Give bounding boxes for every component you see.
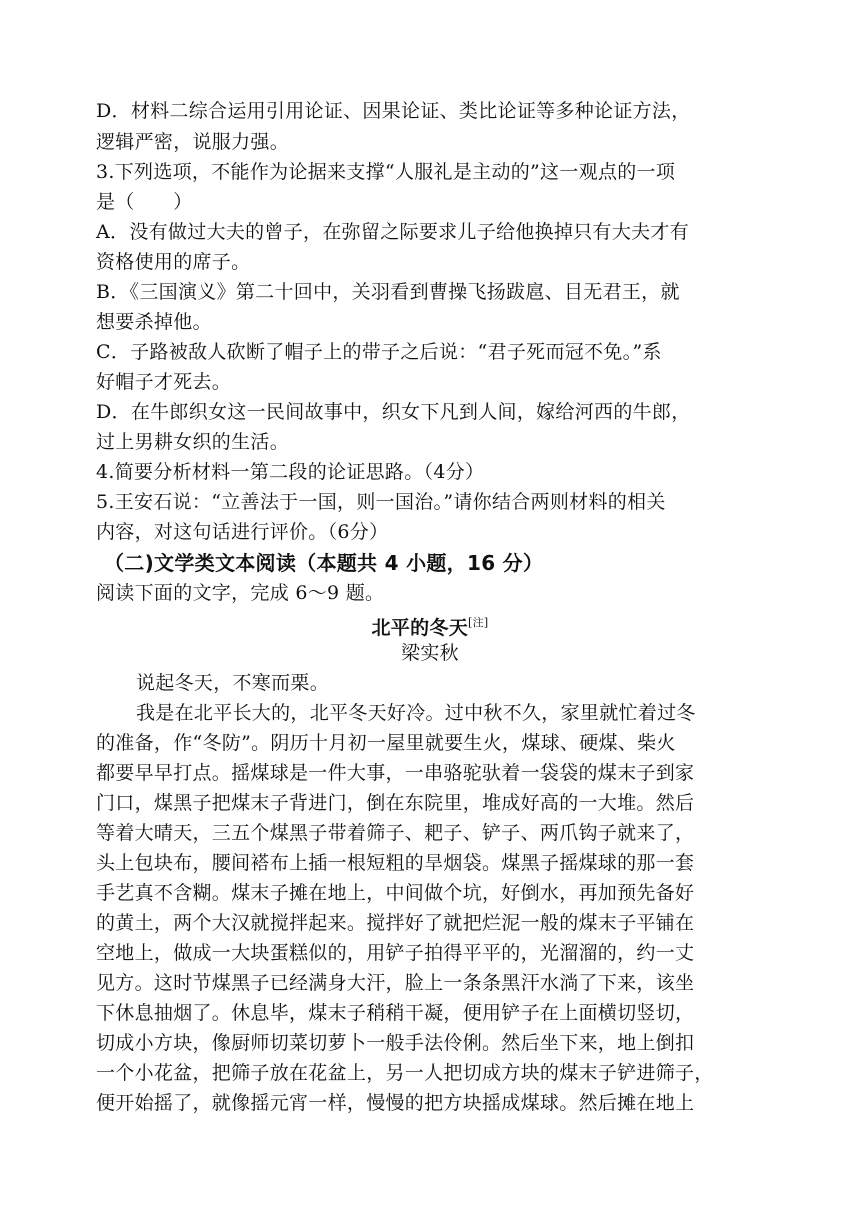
question-3-option-b-line-1: B．《三国演义》第二十回中，关羽看到曹操飞扬跋扈、目无君王，就: [96, 281, 680, 303]
question-4: 4.简要分析材料一第二段的论证思路。（4分）: [96, 461, 485, 483]
essay-paragraph-2-line: 的黄土，两个大汉就搅拌起来。搅拌好了就把烂泥一般的煤末子平铺在: [96, 912, 695, 934]
essay-paragraph-2-line: 手艺真不含糊。煤末子摊在地上，中间做个坑，好倒水，再加预先备好: [96, 882, 695, 904]
question-3-option-d-line-1: D．在牛郎织女这一民间故事中，织女下凡到人间，嫁给河西的牛郎，: [96, 401, 691, 423]
essay-title-text: 北平的冬天: [371, 617, 469, 639]
question-3-option-a-line-2: 资格使用的席子。: [96, 251, 251, 273]
essay-paragraph-2-line: 空地上，做成一大块蛋糕似的，用铲子拍得平平的，光溜溜的，约一丈: [96, 942, 695, 964]
essay-paragraph-2-line: 头上包块布，腰间褡布上插一根短粗的旱烟袋。煤黑子摇煤球的那一套: [96, 852, 695, 874]
question-3-stem-line-1: 3.下列选项，不能作为论据来支撑“人服礼是主动的”这一观点的一项: [96, 161, 676, 183]
essay-title-note-mark: [注]: [468, 616, 489, 629]
reading-instruction: 阅读下面的文字，完成 6～9 题。: [96, 582, 385, 604]
essay-paragraph-1: 说起冬天，不寒而栗。: [136, 672, 330, 694]
q2-option-d-line-1: D．材料二综合运用引用论证、因果论证、类比论证等多种论证方法，: [96, 100, 691, 122]
essay-paragraph-2-line: 切成小方块，像厨师切菜切萝卜一般手法伶俐。然后坐下来，地上倒扣: [96, 1032, 695, 1054]
essay-paragraph-2-line: 便开始摇了，就像摇元宵一样，慢慢的把方块摇成煤球。然后摊在地上: [96, 1092, 695, 1114]
question-3-option-a-line-1: A．没有做过大夫的曾子，在弥留之际要求儿子给他换掉只有大夫才有: [96, 221, 690, 243]
question-3-option-c-line-1: C．子路被敌人砍断了帽子上的带子之后说：“君子死而冠不免。”系: [96, 341, 662, 363]
essay-paragraph-2-line: 的准备，作“冬防”。阴历十月初一屋里就要生火，煤球、硬煤、柴火: [96, 732, 676, 754]
question-3-option-b-line-2: 想要杀掉他。: [96, 311, 212, 333]
question-3-option-c-line-2: 好帽子才死去。: [96, 371, 232, 393]
section-heading: （二)文学类文本阅读（本题共 4 小题，16 分）: [104, 551, 544, 575]
essay-paragraph-2-line: 下休息抽烟了。休息毕，煤末子稍稍干凝，便用铲子在上面横切竖切，: [96, 1002, 695, 1024]
essay-paragraph-2-line: 都要早早打点。摇煤球是一件大事，一串骆驼驮着一袋袋的煤末子到家: [96, 762, 695, 784]
essay-paragraph-2-line: 见方。这时节煤黑子已经满身大汗，脸上一条条黑汗水淌了下来，该坐: [96, 972, 695, 994]
essay-paragraph-2-line: 等着大晴天，三五个煤黑子带着筛子、耙子、铲子、两爪钩子就来了，: [96, 822, 695, 844]
essay-paragraph-2-line: 门口，煤黑子把煤末子背进门，倒在东院里，堆成好高的一大堆。然后: [96, 792, 695, 814]
essay-paragraph-2-line: 我是在北平长大的，北平冬天好冷。过中秋不久，家里就忙着过冬: [136, 702, 696, 724]
essay-author: 梁实秋: [401, 642, 459, 664]
question-5-line-2: 内容，对这句话进行评价。（6分）: [96, 521, 389, 543]
essay-paragraph-2-line: 一个小花盆，把筛子放在花盆上，另一人把切成方块的煤末子铲进筛子，: [96, 1062, 714, 1084]
question-5-line-1: 5.王安石说：“立善法于一国，则一国治。”请你结合两则材料的相关: [96, 491, 666, 513]
question-3-option-d-line-2: 过上男耕女织的生活。: [96, 431, 290, 453]
question-3-stem-line-2: 是（ ）: [96, 191, 193, 213]
q2-option-d-line-2: 逻辑严密，说服力强。: [96, 131, 290, 153]
